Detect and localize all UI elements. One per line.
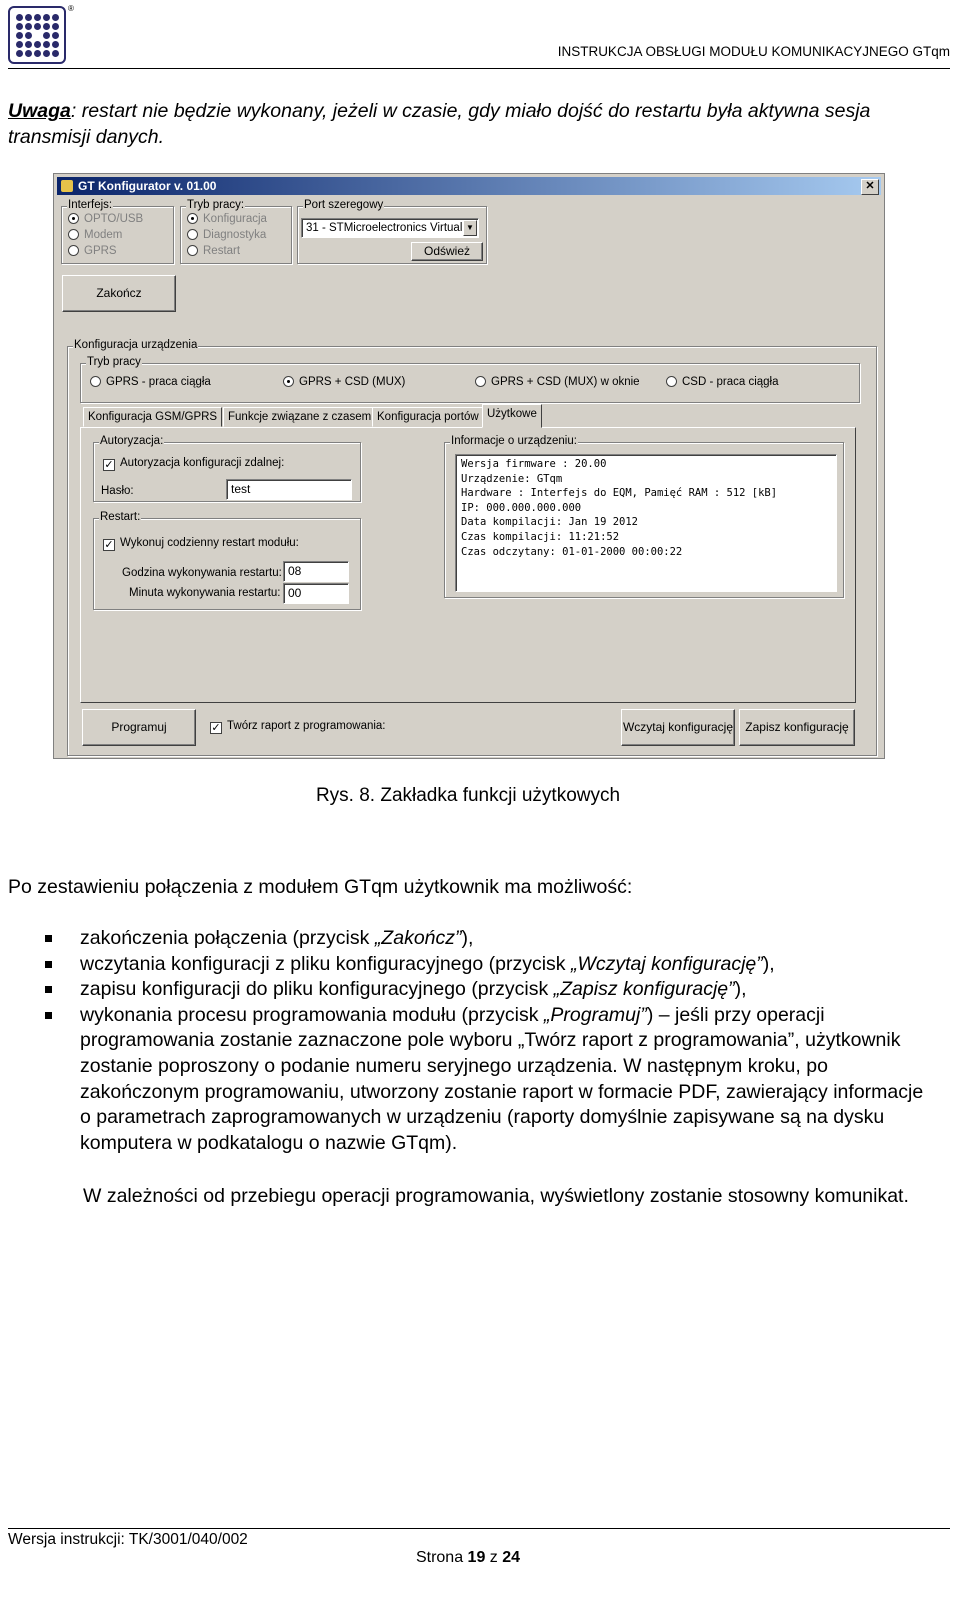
radio-opto-usb[interactable]: OPTO/USB: [68, 213, 143, 225]
logo-dot: [34, 32, 41, 39]
tab-gsm-gprs[interactable]: Konfiguracja GSM/GPRS: [83, 407, 222, 427]
list-item: zapisu konfiguracji do pliku konfiguracyjnego (przycisk „Zapisz konfigurację”),: [80, 977, 930, 1003]
logo-dot: [16, 41, 23, 48]
radio-gprs[interactable]: GPRS: [68, 245, 117, 257]
hour-label: Godzina wykonywania restartu:: [122, 567, 282, 579]
radio-csd-ciagla[interactable]: CSD - praca ciągła: [666, 376, 779, 388]
tab-uzytkowe[interactable]: Użytkowe: [482, 404, 542, 428]
radio-modem[interactable]: Modem: [68, 229, 122, 241]
logo-dot: [16, 14, 23, 21]
figure-caption: Rys. 8. Zakładka funkcji użytkowych: [315, 785, 621, 806]
tryb-pracy-label: Tryb pracy: [87, 356, 141, 368]
page-number: Strona 19 z 24: [415, 1549, 521, 1566]
configurator-window: [53, 173, 885, 759]
autoryzacja-label: Autoryzacja:: [100, 435, 164, 447]
logo-dot: [34, 41, 41, 48]
logo-dot: [34, 50, 41, 57]
info-line: Czas odczytany: 01-01-2000 00:00:22: [461, 545, 683, 558]
haslo-label: Hasło:: [101, 485, 134, 497]
logo-dot: [52, 32, 59, 39]
bullet-list: [80, 926, 930, 1156]
tryb-pracy-group: [80, 356, 860, 403]
square-bullet-icon: [45, 986, 52, 993]
restart-group: [93, 511, 361, 610]
logo-dot: [43, 41, 50, 48]
logo-dot: [34, 23, 41, 30]
programuj-button[interactable]: Programuj: [82, 709, 196, 746]
info-label: Informacje o urządzeniu:: [451, 435, 577, 447]
close-icon[interactable]: ✕: [861, 179, 879, 195]
tryb-pracy-top-group: [180, 199, 292, 264]
restart-checkbox[interactable]: ✓ Wykonuj codzienny restart modułu:: [104, 537, 299, 551]
logo-dot: [16, 23, 23, 30]
logo-dot: [43, 23, 50, 30]
radio-gprs-ciagla[interactable]: GPRS - praca ciągła: [90, 376, 211, 388]
minute-label: Minuta wykonywania restartu:: [129, 587, 281, 599]
footer-version: Wersja instrukcji: TK/3001/040/002: [8, 1531, 248, 1548]
radio-gprs-csd-mux[interactable]: GPRS + CSD (MUX): [283, 376, 405, 388]
logo-dot: [43, 50, 50, 57]
haslo-input[interactable]: test: [226, 479, 352, 500]
app-icon: [61, 180, 73, 192]
info-line: Czas kompilacji: 11:21:52: [461, 530, 620, 543]
square-bullet-icon: [45, 961, 52, 968]
tab-porty[interactable]: Konfiguracja portów: [372, 407, 484, 427]
logo-dot: [34, 14, 41, 21]
note-text: : restart nie będzie wykonany, jeżeli w czasie, gdy miało dojść do restartu była aktywna sesja transmisji danych.: [8, 100, 871, 148]
port-group: [297, 199, 487, 264]
logo-dot: [16, 50, 23, 57]
konfiguracja-label: Konfiguracja urządzenia: [74, 339, 198, 351]
restart-label: Restart:: [100, 511, 141, 523]
info-line: Data kompilacji: Jan 19 2012: [461, 516, 639, 529]
logo-dot: [52, 50, 59, 57]
intro-paragraph: Po zestawieniu połączenia z modułem GTqm użytkownik ma możliwość:: [8, 876, 633, 898]
list-item: wykonania procesu programowania modułu (przycisk „Programuj”) – jeśli przy operacji programowania zostanie zaznaczone pole wyboru „Twórz raport z programowania”, użytkownik zostanie poproszony o podanie numeru seryjnego urządzenia. W następnym kroku, po zakończonym programowaniu, utworzony zostanie raport w formacie PDF, zawierający informacje o parametrach zaprogramowanych w urządzeniu (raporty domyślnie zapisywane są na dysku komputera w podkatalogu o nazwie GTqm).: [80, 1003, 930, 1157]
logo-dot: [16, 32, 23, 39]
info-line: Hardware : Interfejs do EQM, Pamięć RAM : 512 [kB]: [461, 487, 778, 500]
continuation-paragraph: W zależności od przebiegu operacji programowania, wyświetlony zostanie stosowny komunikat.: [83, 1185, 909, 1207]
tryb-pracy-top-label: Tryb pracy:: [187, 199, 245, 211]
radio-gprs-csd-mux-okno[interactable]: GPRS + CSD (MUX) w oknie: [475, 376, 640, 388]
wczytaj-button[interactable]: Wczytaj konfigurację: [621, 709, 735, 746]
header-rule: [8, 68, 950, 69]
info-box: [455, 454, 837, 592]
tab-czas[interactable]: Funkcje związane z czasem: [223, 407, 376, 427]
list-item: wczytania konfiguracji z pliku konfiguracyjnego (przycisk „Wczytaj konfigurację”),: [80, 952, 930, 978]
square-bullet-icon: [45, 935, 52, 942]
zakoncz-button[interactable]: Zakończ: [62, 275, 176, 312]
info-group: [444, 435, 844, 598]
logo-dot: [43, 14, 50, 21]
note-paragraph: [8, 98, 908, 150]
footer-rule: [8, 1528, 950, 1529]
logo-dot: [25, 32, 32, 39]
list-item: zakończenia połączenia (przycisk „Zakończ”),: [80, 926, 930, 952]
logo-dot: [25, 41, 32, 48]
port-label: Port szeregowy: [304, 199, 384, 211]
raport-checkbox[interactable]: ✓ Twórz raport z programowania:: [211, 720, 386, 734]
port-select[interactable]: 31 - STMicroelectronics Virtual ▼: [301, 218, 479, 238]
info-line: Urządzenie: GTqm: [461, 472, 563, 485]
zapisz-button[interactable]: Zapisz konfigurację: [739, 709, 855, 746]
window-titlebar: [57, 177, 881, 195]
interfejs-group: [61, 199, 174, 264]
logo-dot: [52, 41, 59, 48]
radio-restart[interactable]: Restart: [187, 245, 240, 257]
logo-dot: [52, 23, 59, 30]
info-line: Wersja firmware : 20.00: [461, 458, 607, 470]
logo-dot: [25, 14, 32, 21]
refresh-button[interactable]: Odśwież: [411, 242, 483, 261]
hour-input[interactable]: 08: [283, 561, 349, 582]
logo-dot: [25, 50, 32, 57]
square-bullet-icon: [45, 1012, 52, 1019]
minute-input[interactable]: 00: [283, 583, 349, 604]
radio-konfiguracja[interactable]: Konfiguracja: [187, 213, 267, 225]
tab-panel: [80, 427, 856, 703]
interfejs-label: Interfejs:: [68, 199, 113, 211]
logo-dot: [25, 23, 32, 30]
info-line: IP: 000.000.000.000: [461, 501, 582, 514]
radio-diagnostyka[interactable]: Diagnostyka: [187, 229, 266, 241]
autoryzacja-checkbox[interactable]: ✓ Autoryzacja konfiguracji zdalnej:: [104, 457, 285, 471]
gt-logo: [8, 6, 66, 64]
autoryzacja-group: [93, 435, 361, 502]
chevron-down-icon: ▼: [463, 220, 477, 236]
note-label: Uwaga: [8, 100, 71, 122]
header-title: INSTRUKCJA OBSŁUGI MODUŁU KOMUNIKACYJNEGO GTqm: [557, 44, 950, 59]
logo-dot: [43, 32, 50, 39]
registered-mark: ®: [68, 4, 74, 13]
window-title: GT Konfigurator v. 01.00: [78, 179, 217, 193]
logo-dot: [52, 14, 59, 21]
